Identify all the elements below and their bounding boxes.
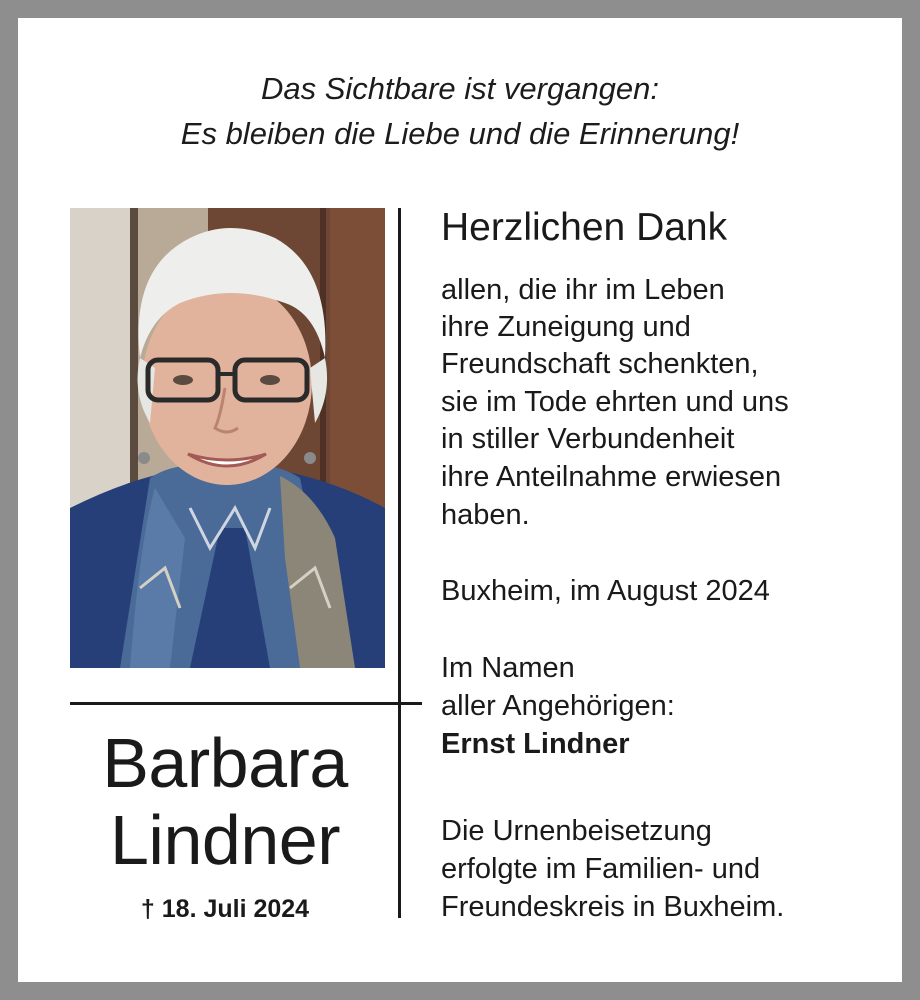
place-date: Buxheim, im August 2024 — [441, 575, 770, 607]
thanks-line: sie im Tode ehrten und uns — [441, 386, 789, 418]
burial-line: Freundeskreis in Buxheim. — [441, 891, 785, 923]
death-date: † 18. Juli 2024 — [140, 895, 310, 923]
thanks-line: haben. — [441, 499, 530, 531]
thanks-heading: Herzlichen Dank — [441, 206, 728, 249]
horizontal-divider — [70, 702, 422, 705]
portrait-photo — [70, 208, 385, 668]
signer-name: Ernst Lindner — [441, 728, 630, 760]
thanks-line: in stiller Verbundenheit — [441, 423, 735, 455]
on-behalf-line-1: Im Namen — [441, 652, 575, 684]
burial-line: Die Urnenbeisetzung — [441, 815, 712, 847]
first-name: Barbara — [102, 724, 348, 802]
thanks-line: Freundschaft schenkten, — [441, 348, 759, 380]
motto-line-2: Es bleiben die Liebe und die Erinnerung! — [180, 116, 740, 151]
vertical-divider — [398, 208, 401, 918]
motto-line-1: Das Sichtbare ist vergangen: — [260, 71, 660, 106]
thanks-line: ihre Zuneigung und — [441, 311, 691, 343]
burial-line: erfolgte im Familien- und — [441, 853, 761, 885]
last-name: Lindner — [109, 801, 340, 879]
thanks-line: allen, die ihr im Leben — [441, 274, 725, 306]
thanks-line: ihre Anteilnahme erwiesen — [441, 461, 782, 493]
on-behalf-line-2: aller Angehörigen: — [441, 690, 675, 722]
